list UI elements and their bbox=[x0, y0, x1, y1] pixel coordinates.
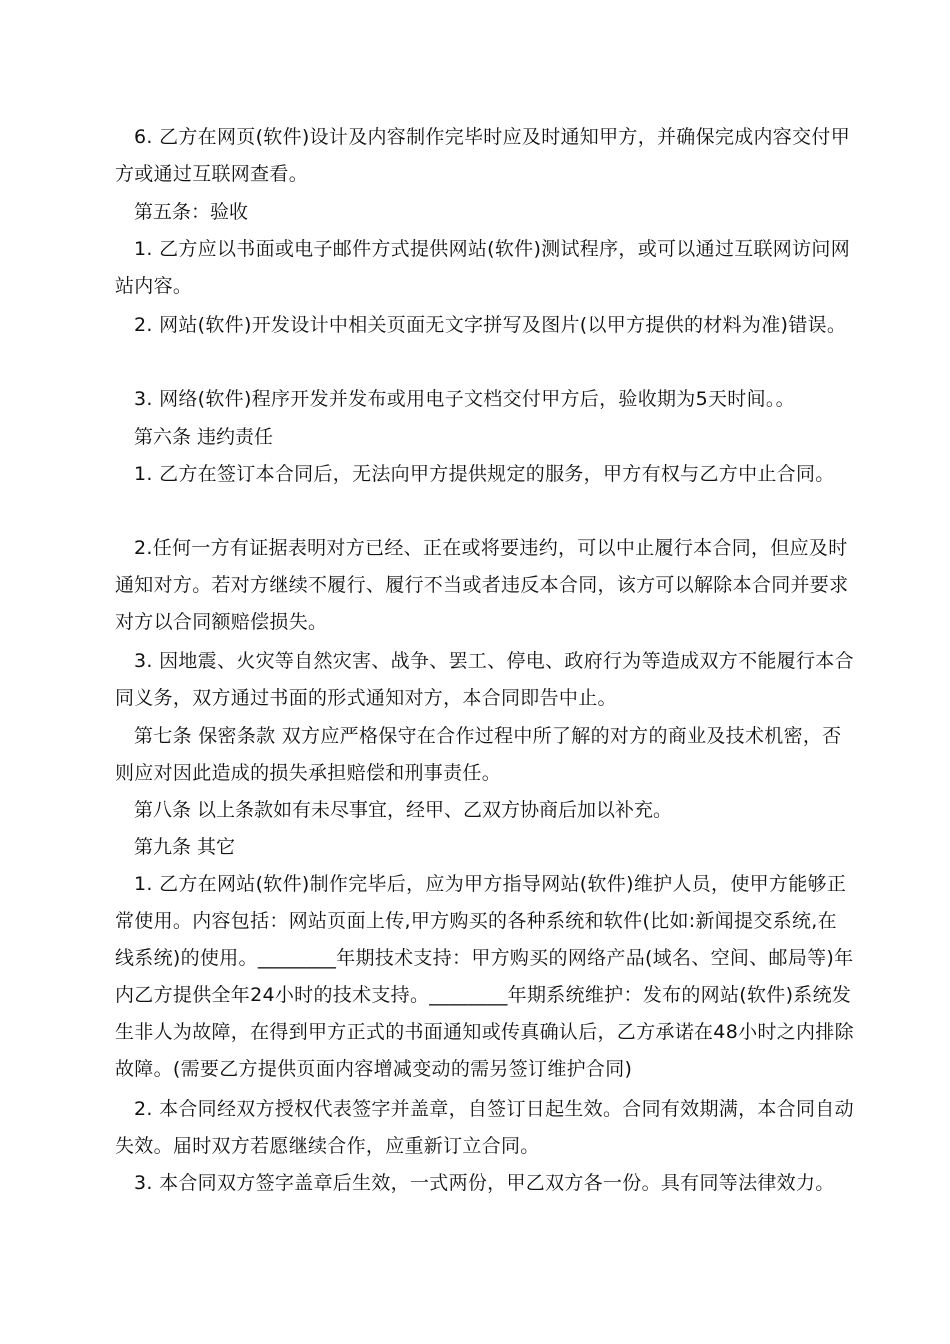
paragraph-other-2: 2. 本合同经双方授权代表签字并盖章，自签订日起生效。合同有效期满，本合同自动失效。届时双方若愿继续合作，应重新订立合同。 bbox=[115, 1098, 854, 1157]
paragraph-other-1: 1. 乙方在网站(软件)制作完毕后，应为甲方指导网站(软件)维护人员，使甲方能够正常使用。内容包括：网站页面上传,甲方购买的各种系统和软件(比如:新闻提交系统,在线系统)的使用。________年期技术支持：甲方购买的网络产品(域名、空间、邮局等)年内乙方提供全年24小时的技术支持。________年期系统维护：发布的网站(软件)系统发生非人为故障，在得到甲方正式的书面通知或传真确认后，乙方承诺在48小时之内排除故障。(需要乙方提供页面内容增减变动的需另签订维护合同) bbox=[115, 873, 854, 1080]
paragraph-article-7-confidentiality: 第七条 保密条款 双方应严格保守在合作过程中所了解的对方的商业及技术机密，否则应对因此造成的损失承担赔偿和刑事责任。 bbox=[115, 725, 842, 784]
paragraph-liability-1: 1. 乙方在签订本合同后，无法向甲方提供规定的服务，甲方有权与乙方中止合同。 bbox=[134, 463, 835, 485]
heading-article-8: 第八条 以上条款如有未尽事宜，经甲、乙双方协商后加以补充。 bbox=[134, 799, 673, 821]
paragraph-other-3: 3. 本合同双方签字盖章后生效，一式两份，甲乙双方各一份。具有同等法律效力。 bbox=[134, 1172, 835, 1194]
paragraph-liability-3: 3. 因地震、火灾等自然灾害、战争、罢工、停电、政府行为等造成双方不能履行本合同义务，双方通过书面的形式通知对方，本合同即告中止。 bbox=[115, 650, 854, 709]
paragraph-acceptance-1: 1. 乙方应以书面或电子邮件方式提供网站(软件)测试程序，或可以通过互联网访问网站内容。 bbox=[115, 238, 850, 297]
paragraph-liability-2: 2.任何一方有证据表明对方已经、正在或将要违约，可以中止履行本合同，但应及时通知对方。若对方继续不履行、履行不当或者违反本合同，该方可以解除本合同并要求对方以合同额赔偿损失。 bbox=[115, 537, 849, 633]
heading-article-9-other: 第九条 其它 bbox=[134, 836, 236, 858]
heading-article-6-liability: 第六条 违约责任 bbox=[134, 426, 274, 448]
paragraph-acceptance-2: 2. 网站(软件)开发设计中相关页面无文字拼写及图片(以甲方提供的材料为准)错误。 bbox=[134, 314, 847, 336]
paragraph-acceptance-3: 3. 网络(软件)程序开发并发布或用电子文档交付甲方后，验收期为5天时间。。 bbox=[134, 388, 795, 410]
paragraph-notify-delivery: 6. 乙方在网页(软件)设计及内容制作完毕时应及时通知甲方，并确保完成内容交付甲方或通过互联网查看。 bbox=[115, 126, 850, 185]
heading-article-5-acceptance: 第五条：验收 bbox=[134, 201, 249, 223]
